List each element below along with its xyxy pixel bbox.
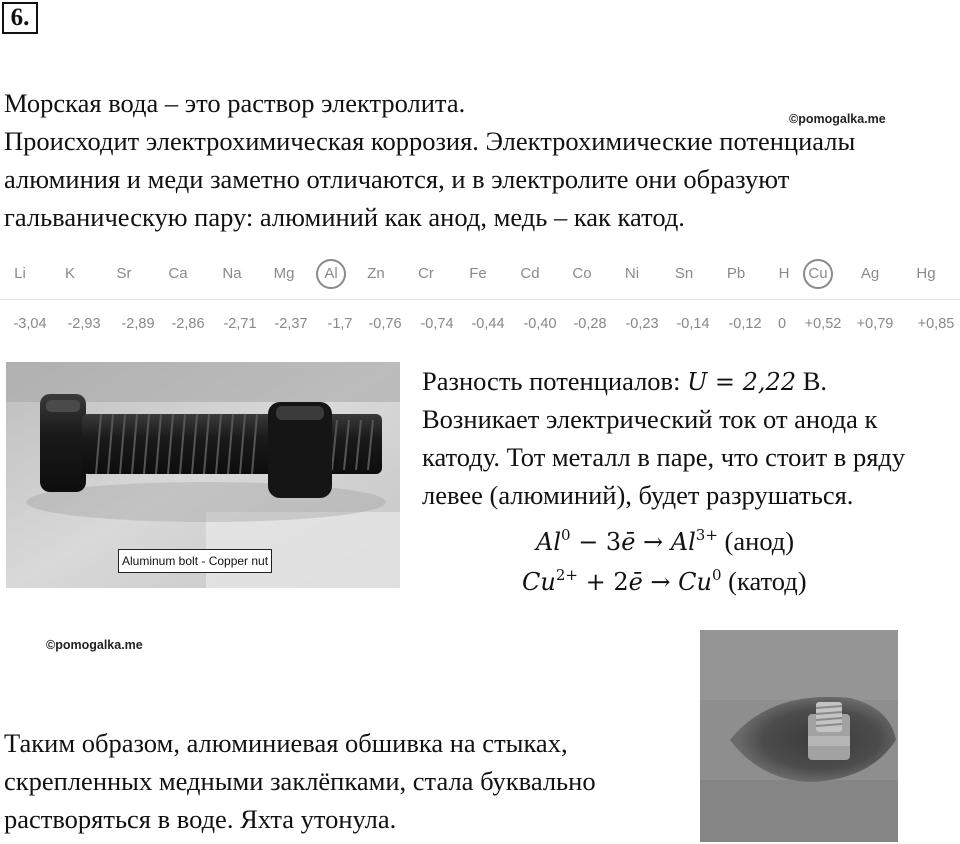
element-symbol-k: K (64, 265, 76, 282)
element-symbol-cr: Cr (418, 265, 434, 282)
watermark-middle: ©pomogalka.me (46, 638, 143, 652)
potential-value: -1,7 (327, 316, 353, 332)
eq-anode-left-sup: 0 (561, 526, 571, 544)
eq-cathode-arrow: → (642, 568, 679, 596)
potential-value: +0,79 (856, 316, 894, 332)
potential-value: -2,37 (274, 316, 308, 332)
eq-anode-middle: − 3 (570, 528, 622, 556)
element-symbol-ca: Ca (168, 265, 188, 282)
potential-value: -2,93 (67, 316, 101, 332)
element-symbol-sr: Sr (116, 265, 132, 282)
anode-equation (536, 522, 794, 564)
eq-anode-right-sup: 3+ (695, 526, 718, 544)
right-line-4: левее (алюминий), будет разрушаться. (422, 480, 854, 510)
element-symbol-na: Na (222, 265, 242, 282)
element-symbol-ag: Ag (860, 265, 880, 282)
table-separator (0, 299, 960, 300)
potential-value: -0,76 (368, 316, 402, 332)
element-symbol-cu: Cu (808, 265, 828, 282)
potential-value: -2,71 (223, 316, 257, 332)
potential-difference-line (422, 362, 827, 401)
conclusion-line-2: скрепленных медными заклёпками, стала буквально (4, 766, 596, 796)
element-symbol-li: Li (14, 265, 26, 282)
element-symbol-mg: Mg (273, 265, 295, 282)
element-symbol-al: Al (324, 265, 338, 282)
potential-value: -0,23 (625, 316, 659, 332)
eq-anode-electron: ē (621, 528, 636, 556)
element-symbol-co: Co (572, 265, 592, 282)
intro-line-3: алюминия и меди заметно отличаются, и в электролите они образуют (4, 164, 790, 194)
right-line-3: катоду. Тот металл в паре, что стоит в ряду (422, 442, 906, 472)
eq-cathode-electron: ē (628, 568, 643, 596)
eq-cathode-right: Cu (678, 568, 712, 596)
intro-line-2: Происходит электрохимическая коррозия. Электрохимические потенциалы (4, 126, 856, 156)
watermark-top: ©pomogalka.me (789, 112, 886, 126)
potential-value: +0,85 (917, 316, 955, 332)
photo-caption: Aluminum bolt - Copper nut (118, 549, 272, 573)
potential-value: -0,12 (728, 316, 762, 332)
voltage-unit: В. (796, 366, 828, 396)
potential-value: 0 (777, 316, 787, 332)
element-symbol-h: H (778, 265, 790, 282)
element-symbol-zn: Zn (367, 265, 385, 282)
element-symbol-ni: Ni (624, 265, 640, 282)
potential-value: -0,74 (420, 316, 454, 332)
cathode-equation (522, 562, 807, 604)
eq-cathode-left: Cu (522, 568, 556, 596)
element-symbol-pb: Pb (726, 265, 746, 282)
intro-line-4: гальваническую пару: алюминий как анод, медь – как катод. (4, 202, 685, 232)
conclusion-line-3: растворяться в воде. Яхта утонула. (4, 804, 397, 834)
task-number: 6. (2, 2, 38, 34)
eq-cathode-left-sup: 2+ (555, 566, 578, 584)
eq-anode-arrow: → (635, 528, 671, 556)
potential-value: -0,28 (573, 316, 607, 332)
electrochemical-series-table (0, 255, 960, 339)
eq-cathode-label: (катод) (721, 566, 807, 596)
eq-cathode-right-sup: 0 (712, 566, 722, 584)
highlight-circle-al (316, 259, 346, 289)
eq-anode-right: Al (670, 528, 696, 556)
voltage-formula: U = 2,22 (687, 368, 797, 396)
potential-value: -3,04 (13, 316, 47, 332)
potential-value: +0,52 (804, 316, 842, 332)
eq-cathode-middle: + 2 (577, 568, 629, 596)
intro-line-1: Морская вода – это раствор электролита. (4, 88, 466, 118)
potential-value: -2,89 (121, 316, 155, 332)
element-symbol-fe: Fe (469, 265, 487, 282)
element-symbol-cd: Cd (520, 265, 540, 282)
potential-value: -0,40 (523, 316, 557, 332)
element-symbol-sn: Sn (674, 265, 694, 282)
potential-value: -0,14 (676, 316, 710, 332)
eq-anode-label: (анод) (717, 526, 795, 556)
conclusion-line-1: Таким образом, алюминиевая обшивка на стыках, (4, 728, 568, 758)
highlight-circle-cu (803, 259, 833, 289)
element-symbol-hg: Hg (916, 265, 936, 282)
potential-difference-label: Разность потенциалов: (422, 366, 688, 396)
potential-value: -2,86 (171, 316, 205, 332)
eq-anode-left: Al (536, 528, 562, 556)
corroded-hull-photo (700, 630, 898, 842)
right-line-2: Возникает электрический ток от анода к (422, 404, 878, 434)
potential-value: -0,44 (471, 316, 505, 332)
